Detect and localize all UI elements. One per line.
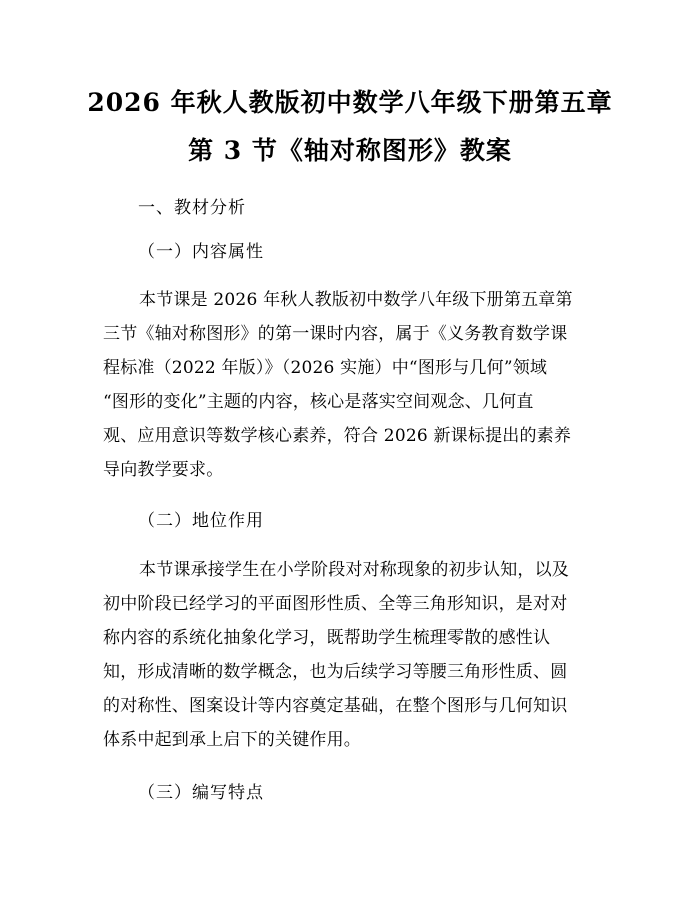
document-title-line-1: 2026 年秋人教版初中数学八年级下册第五章 xyxy=(87,88,613,117)
paragraph-line: 的对称性、图案设计等内容奠定基础，在整个图形与几何知识 xyxy=(103,696,568,716)
subsection-heading-writing-features: （三）编写特点 xyxy=(138,783,264,803)
paragraph-line: 知，形成清晰的数学概念，也为后续学习等腰三角形性质、圆 xyxy=(103,662,568,682)
paragraph-line: 初中阶段已经学习的平面图形性质、全等三角形知识，是对对 xyxy=(103,594,568,614)
paragraph-content-attributes xyxy=(103,283,603,487)
subsection-heading-content-attributes: （一）内容属性 xyxy=(138,242,264,262)
paragraph-line: 本节课是 2026 年秋人教版初中数学八年级下册第五章第 xyxy=(139,290,573,310)
paragraph-line: 程标准（2022 年版）》（2026 实施）中“图形与几何”领域 xyxy=(103,358,548,378)
paragraph-position-role xyxy=(103,553,603,757)
section-heading-teaching-material-analysis: 一、教材分析 xyxy=(138,198,246,218)
paragraph-line: 称内容的系统化抽象化学习，既帮助学生梳理零散的感性认 xyxy=(103,628,551,648)
document-title-line-2: 第 3 节《轴对称图形》教案 xyxy=(188,136,512,165)
subsection-heading-position-role: （二）地位作用 xyxy=(138,511,264,531)
paragraph-line: 观、应用意识等数学核心素养，符合 2026 新课标提出的素养 xyxy=(103,426,572,446)
paragraph-line: “图形的变化”主题的内容，核心是落实空间观念、几何直 xyxy=(103,392,534,412)
paragraph-line: 三节《轴对称图形》的第一课时内容，属于《义务教育数学课 xyxy=(103,324,568,344)
paragraph-line: 本节课承接学生在小学阶段对对称现象的初步认知，以及 xyxy=(139,560,569,580)
paragraph-line: 导向教学要求。 xyxy=(103,460,224,480)
paragraph-line: 体系中起到承上启下的关键作用。 xyxy=(103,730,361,750)
